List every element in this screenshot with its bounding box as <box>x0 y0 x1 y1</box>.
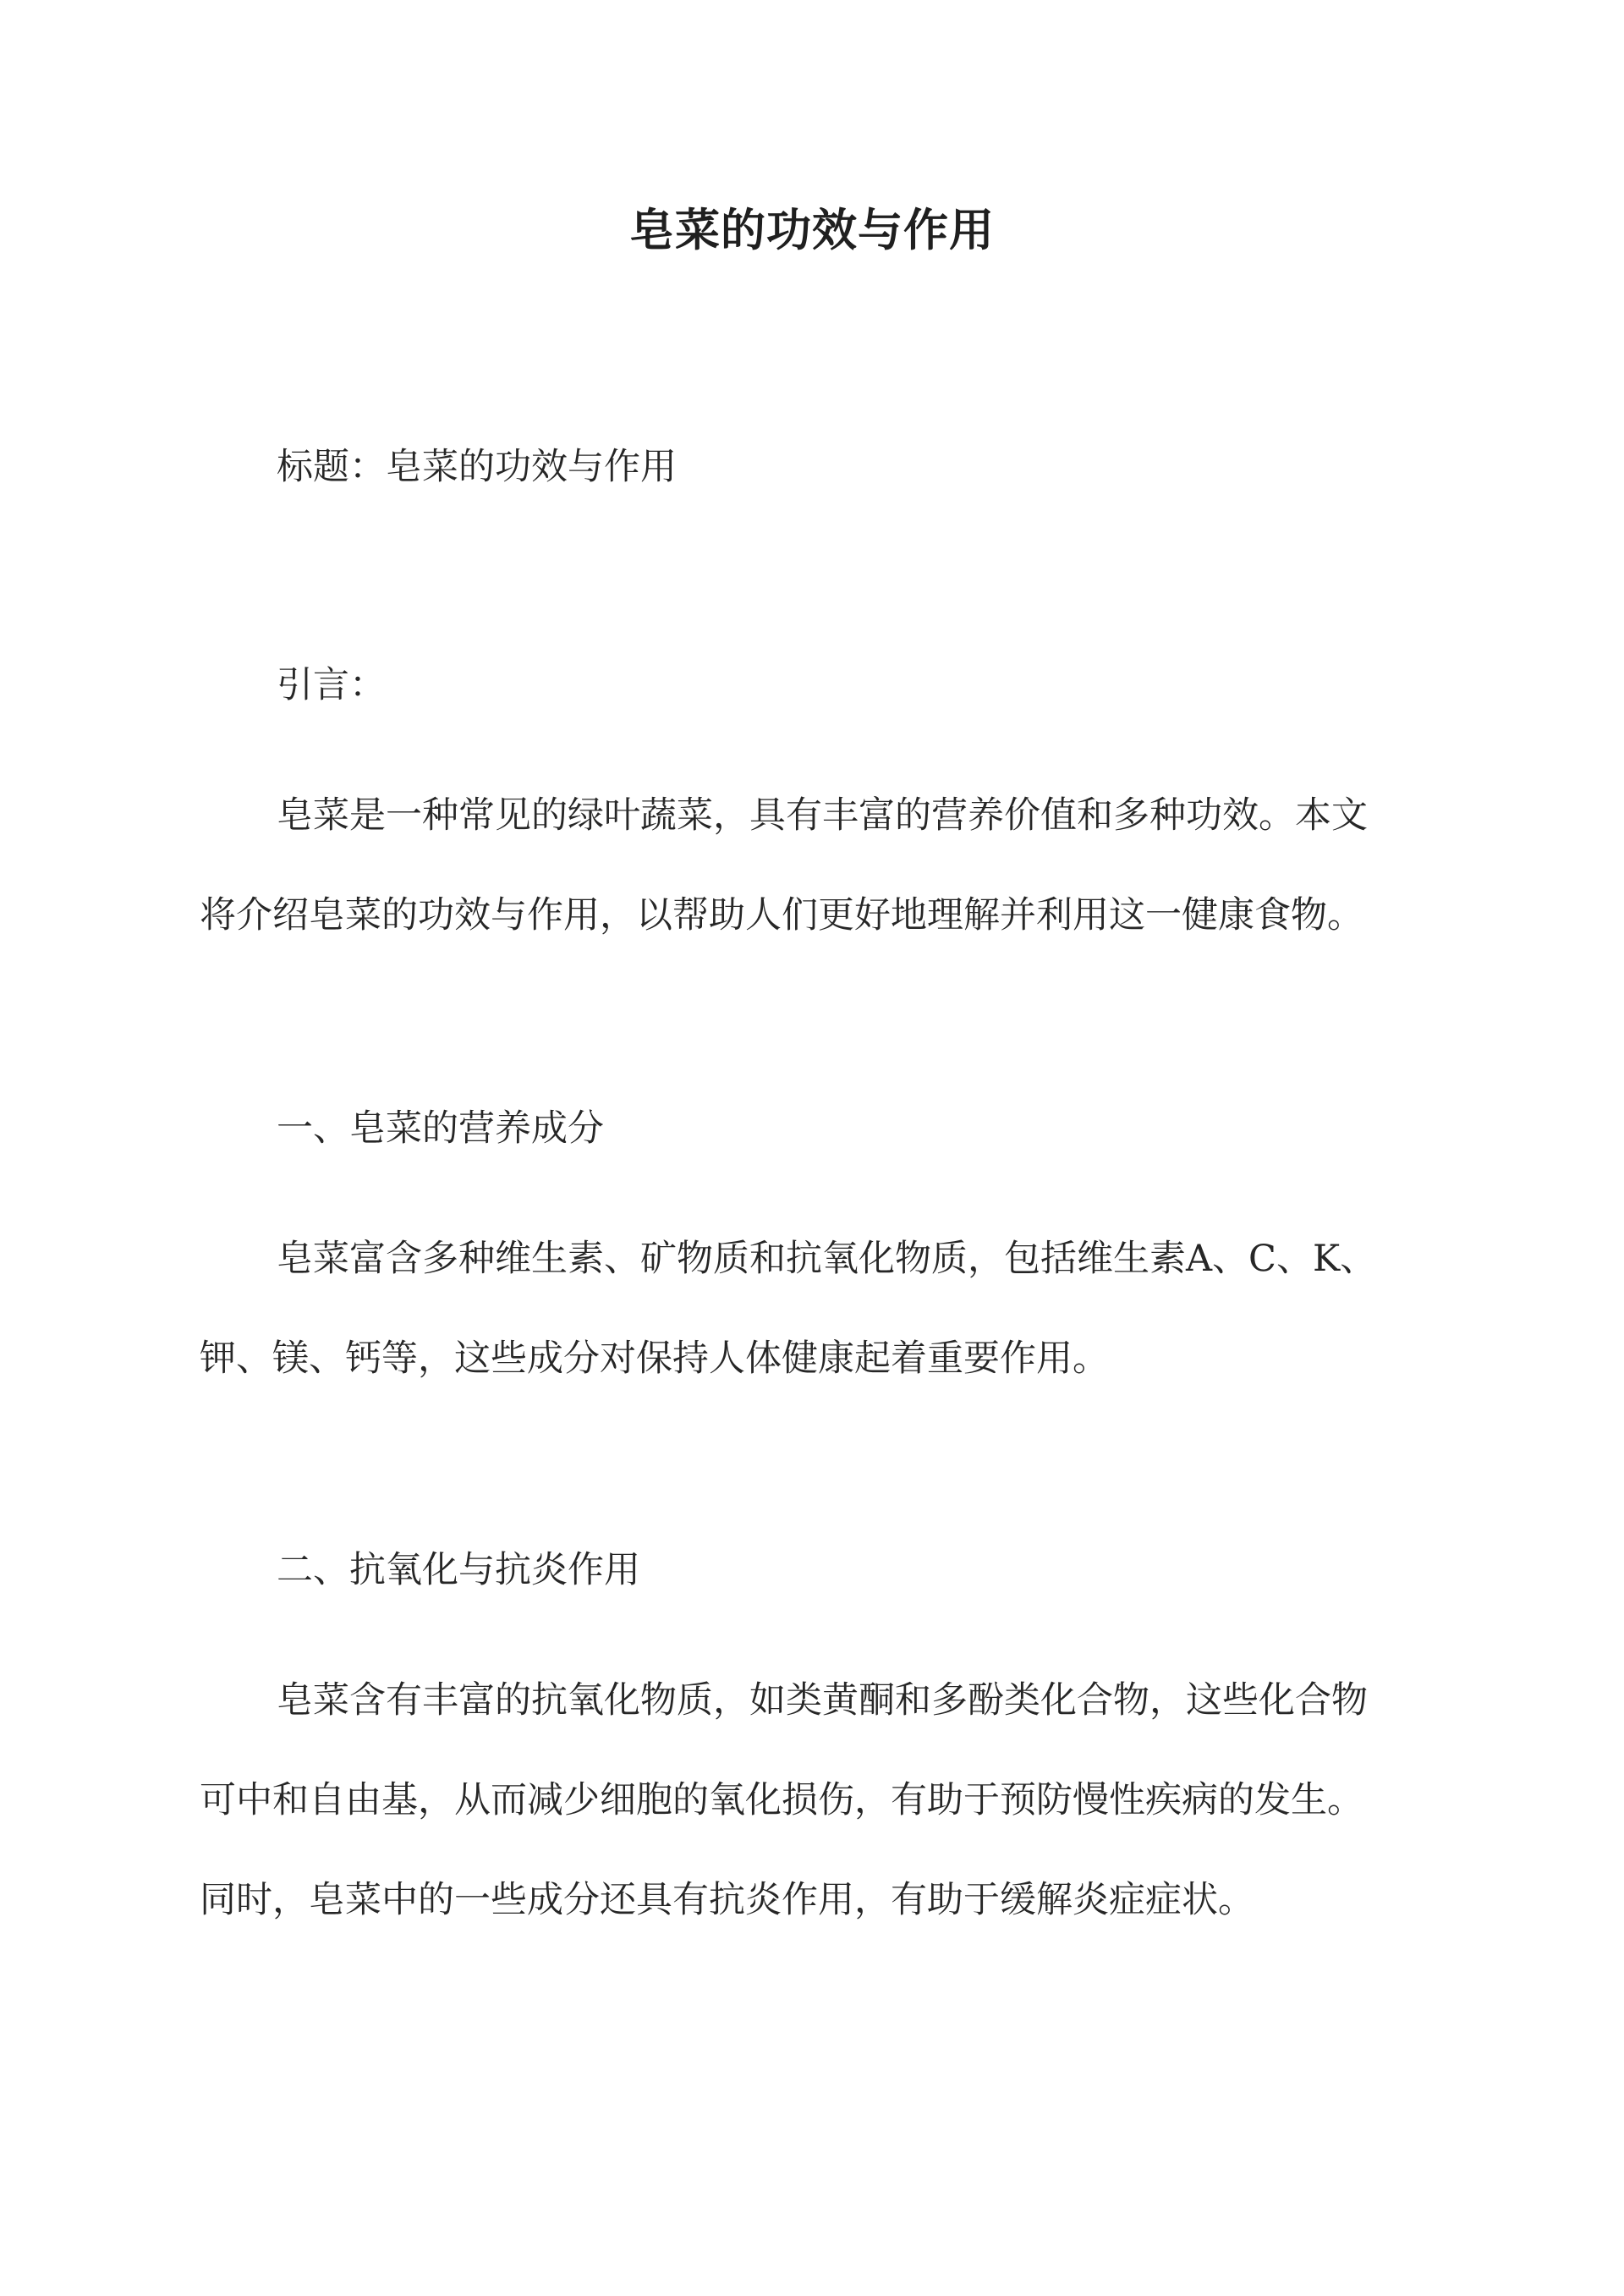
intro-label: 引言： <box>277 664 386 706</box>
section-1-paragraph-line-2: 钾、镁、钙等，这些成分对保持人体健康起着重要作用。 <box>200 1338 1109 1380</box>
section-1-paragraph-line-1: 皂菜富含多种维生素、矿物质和抗氧化物质，包括维生素A、C、K、 <box>277 1238 1377 1280</box>
heading-line: 标题：皂菜的功效与作用 <box>277 446 677 488</box>
intro-paragraph-line-1: 皂菜是一种常见的绿叶蔬菜，具有丰富的营养价值和多种功效。本文 <box>277 794 1368 837</box>
section-1-heading: 一、皂菜的营养成分 <box>277 1107 604 1150</box>
section-2-heading: 二、抗氧化与抗炎作用 <box>277 1549 640 1591</box>
intro-paragraph-line-2: 将介绍皂菜的功效与作用，以帮助人们更好地理解并利用这一健康食物。 <box>200 894 1363 937</box>
section-2-paragraph-line-2: 可中和自由基，从而减少细胞的氧化损伤，有助于预防慢性疾病的发生。 <box>200 1779 1363 1821</box>
section-2-paragraph-line-3: 同时，皂菜中的一些成分还具有抗炎作用，有助于缓解炎症症状。 <box>200 1879 1254 1921</box>
section-2-paragraph-line-1: 皂菜含有丰富的抗氧化物质，如类黄酮和多酚类化合物，这些化合物 <box>277 1679 1368 1722</box>
document-title: 皂菜的功效与作用 <box>629 204 995 256</box>
